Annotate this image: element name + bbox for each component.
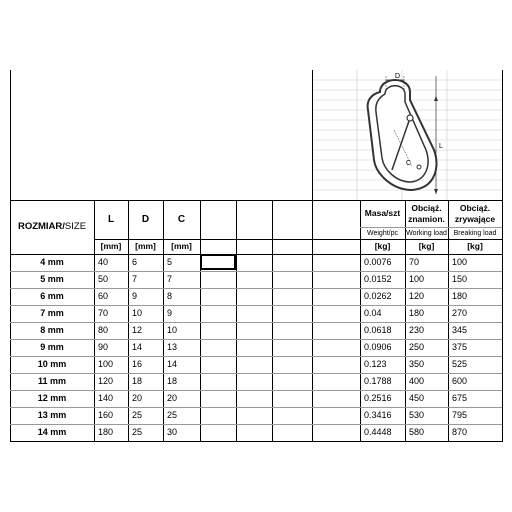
dim-label-c: C	[406, 160, 412, 167]
carabiner-diagram	[312, 70, 502, 200]
row-d: 9	[132, 291, 138, 301]
row-d: 10	[132, 308, 143, 318]
working-header-1: Obciąż.	[411, 202, 442, 213]
mass-header: Masa/szt	[364, 208, 401, 219]
dim-label-d: D	[395, 73, 401, 80]
row-working: 120	[409, 291, 425, 301]
row-working: 100	[409, 274, 425, 284]
size-header-sub: SIZE	[64, 221, 87, 233]
row-working: 450	[409, 393, 425, 403]
unit-l: [mm]	[100, 241, 122, 252]
row-working: 400	[409, 376, 425, 386]
row-d: 25	[132, 427, 143, 437]
unit-c: [mm]	[171, 241, 192, 252]
row-c: 25	[167, 410, 178, 420]
row-d: 6	[132, 257, 138, 267]
row-breaking: 270	[452, 308, 468, 318]
row-c: 20	[167, 393, 178, 403]
row-l: 90	[98, 342, 109, 352]
carabiner-drawing	[312, 70, 502, 200]
row-l: 100	[98, 359, 114, 369]
row-c: 7	[167, 274, 173, 284]
row-mass: 0.0152	[364, 274, 392, 284]
row-mass: 0.0076	[364, 257, 392, 267]
row-breaking: 870	[452, 427, 468, 437]
selected-cell[interactable]	[200, 254, 236, 270]
spec-sheet	[10, 70, 502, 442]
row-working: 70	[409, 257, 420, 267]
row-size: 9 mm	[40, 342, 64, 352]
row-d: 25	[132, 410, 143, 420]
row-mass: 0.3416	[364, 410, 392, 420]
mass-subheader: Weight/pc	[367, 229, 398, 237]
row-breaking: 600	[452, 376, 468, 386]
row-l: 60	[98, 291, 109, 301]
row-breaking: 180	[452, 291, 468, 301]
size-header	[10, 200, 94, 254]
row-working: 250	[409, 342, 425, 352]
row-size: 14 mm	[37, 427, 67, 437]
row-mass: 0.2516	[364, 393, 392, 403]
row-size: 6 mm	[40, 291, 64, 301]
row-breaking: 525	[452, 359, 468, 369]
row-mass: 0.123	[364, 359, 387, 369]
working-header-2: znamion.	[408, 213, 445, 224]
row-c: 10	[167, 325, 178, 335]
row-breaking: 795	[452, 410, 468, 420]
unit-mass: [kg]	[374, 241, 391, 252]
row-l: 120	[98, 376, 114, 386]
row-d: 20	[132, 393, 143, 403]
row-working: 580	[409, 427, 425, 437]
row-d: 16	[132, 359, 143, 369]
size-header-main: ROZMIAR/	[17, 221, 65, 233]
unit-d: [mm]	[135, 241, 156, 252]
row-l: 70	[98, 308, 109, 318]
unit-breaking: [kg]	[467, 241, 483, 252]
row-size: 7 mm	[40, 308, 64, 318]
row-l: 80	[98, 325, 109, 335]
row-c: 8	[167, 291, 173, 301]
row-c: 5	[167, 257, 173, 267]
row-mass: 0.0906	[364, 342, 392, 352]
breaking-header-1: Obciąż.	[459, 202, 491, 213]
row-size: 13 mm	[37, 410, 67, 420]
row-mass: 0.4448	[364, 427, 392, 437]
row-working: 230	[409, 325, 425, 335]
row-l: 160	[98, 410, 114, 420]
row-d: 14	[132, 342, 143, 352]
row-d: 18	[132, 376, 143, 386]
row-mass: 0.04	[364, 308, 382, 318]
row-breaking: 375	[452, 342, 468, 352]
row-d: 7	[132, 274, 138, 284]
row-size: 5 mm	[40, 274, 64, 284]
col-header-c: C	[177, 213, 186, 225]
row-mass: 0.0262	[364, 291, 392, 301]
row-d: 12	[132, 325, 143, 335]
row-size: 12 mm	[37, 393, 67, 403]
unit-working: [kg]	[418, 241, 435, 252]
row-working: 530	[409, 410, 425, 420]
breaking-subheader: Breaking load	[453, 229, 497, 237]
row-breaking: 100	[452, 257, 468, 267]
row-l: 40	[98, 257, 109, 267]
row-working: 180	[409, 308, 425, 318]
row-size: 4 mm	[40, 257, 64, 267]
working-subheader: Working load	[406, 229, 447, 237]
row-c: 9	[167, 308, 173, 318]
col-header-d: D	[141, 213, 150, 225]
row-breaking: 675	[452, 393, 468, 403]
col-header-l: L	[107, 213, 115, 225]
row-c: 13	[167, 342, 178, 352]
row-mass: 0.0618	[364, 325, 392, 335]
row-size: 11 mm	[37, 376, 67, 386]
row-l: 50	[98, 274, 109, 284]
row-c: 14	[167, 359, 178, 369]
row-l: 140	[98, 393, 114, 403]
row-l: 180	[98, 427, 114, 437]
row-c: 18	[167, 376, 178, 386]
row-size: 10 mm	[37, 359, 67, 369]
row-c: 30	[167, 427, 178, 437]
dim-label-l: L	[439, 143, 443, 150]
row-size: 8 mm	[40, 325, 64, 335]
row-breaking: 345	[452, 325, 468, 335]
breaking-header-2: zrywające	[454, 213, 496, 224]
row-working: 350	[409, 359, 425, 369]
row-breaking: 150	[452, 274, 468, 284]
row-mass: 0.1788	[364, 376, 392, 386]
